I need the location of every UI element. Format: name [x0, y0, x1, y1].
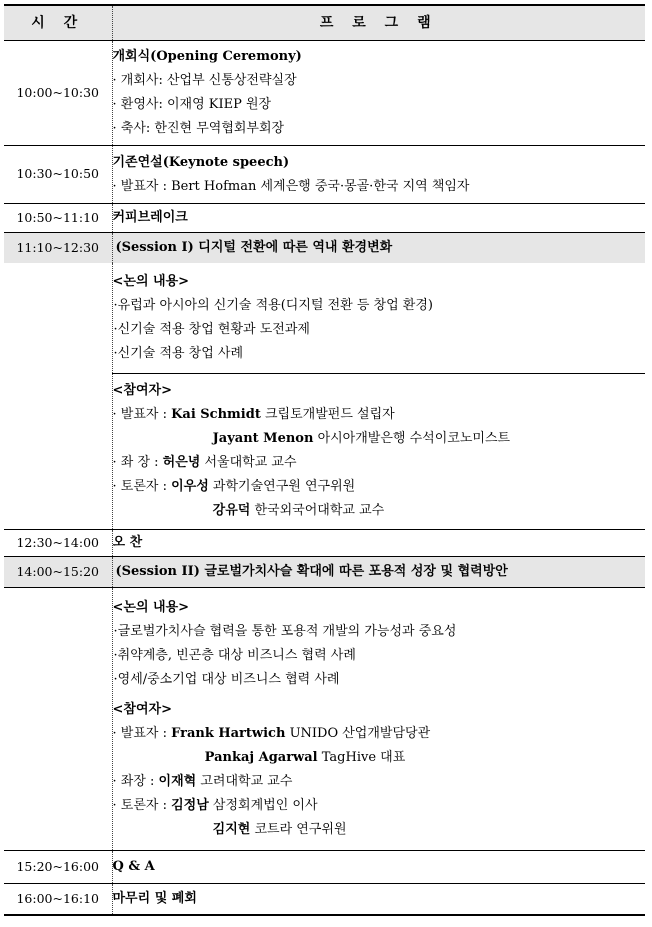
participant-line: [113, 451, 646, 475]
participants-heading: <참여자>: [112, 702, 172, 717]
session-title: 오 찬: [112, 535, 143, 550]
participant-line: [113, 722, 646, 746]
list-item: · 축사: 한진현 무역협회부회장: [112, 121, 285, 136]
list-item: ·영세/중소기업 대상 비즈니스 협력 사례: [113, 672, 340, 687]
list-item: ·유럽과 아시아의 신기술 적용(디지털 전환 등 창업 환경): [113, 297, 433, 313]
list-item: ·신기술 적용 창업 현황과 도전과제: [113, 321, 310, 337]
program-cell: [112, 851, 645, 884]
participant-desc: 삼정회계법인 이사: [212, 798, 318, 813]
participant-desc: 아시아개발은행 수석이코노미스트: [317, 431, 511, 447]
participant-line: [113, 475, 646, 499]
program-cell: [112, 263, 645, 373]
session-title: 개회식(Opening Ceremony): [112, 49, 302, 64]
time-column-header: 시 간: [4, 5, 112, 41]
participant-name: 허은녕: [162, 455, 201, 471]
session-title: Q & A: [112, 859, 155, 874]
session-title: 마무리 및 폐회: [112, 891, 197, 906]
presenter-label: · 발표자 :: [112, 407, 167, 423]
participants-heading: <참여자>: [112, 383, 172, 399]
table-row: [4, 588, 645, 851]
chair-label: · 좌장 :: [112, 774, 155, 789]
participant-desc: UNIDO 산업개발담당관: [289, 726, 431, 741]
table-row: [4, 530, 645, 557]
session-title: 커피브레이크: [112, 210, 188, 225]
participant-line: [113, 794, 646, 818]
participant-line: [113, 427, 646, 451]
table-row: [4, 41, 645, 146]
table-row: [4, 851, 645, 884]
table-header-row: [4, 5, 645, 41]
participant-name: Frank Hartwich: [171, 726, 286, 741]
participant-desc: 코트라 연구위원: [254, 822, 347, 837]
presenter-label: · 발표자 :: [112, 726, 167, 741]
participant-line: [113, 818, 646, 842]
program-schedule: [4, 4, 645, 916]
discussant-label: · 토론자 :: [112, 479, 167, 495]
program-cell: [112, 41, 645, 146]
participant-desc: 과학기술연구원 연구위원: [212, 479, 356, 495]
participant-line: [113, 770, 646, 794]
table-row: [4, 263, 645, 373]
participant-line: [113, 746, 646, 770]
time-cell: 14:00~15:20: [4, 557, 112, 588]
discussion-heading: <논의 내용>: [112, 600, 190, 615]
session-title: (Session I) 디지털 전환에 따른 역내 환경변화: [115, 240, 393, 255]
list-item: · 개회사: 산업부 신통상전략실장: [112, 73, 297, 88]
program-cell: [112, 557, 645, 588]
participant-name: 김지현: [212, 822, 251, 837]
table-row: [4, 204, 645, 233]
schedule-table: [4, 4, 645, 916]
time-cell: 11:10~12:30: [4, 233, 112, 264]
empty-time-cell: [4, 263, 112, 373]
program-cell: [112, 588, 645, 851]
time-cell: 10:30~10:50: [4, 146, 112, 204]
participant-name: 이우성: [171, 479, 209, 495]
participant-name: Pankaj Agarwal: [204, 750, 318, 765]
session-header-row: [4, 557, 645, 588]
session-title: 기존연설(Keynote speech): [112, 154, 290, 170]
program-cell: [112, 884, 645, 916]
participant-desc: 크립토개발펀드 설립자: [264, 407, 395, 423]
empty-time-cell: [4, 373, 112, 530]
participant-desc: 고려대학교 교수: [200, 774, 293, 789]
participant-name: 이재혁: [158, 774, 197, 789]
participant-line: [113, 499, 646, 523]
participant-line: [113, 403, 646, 427]
participant-name: 김정남: [171, 798, 209, 813]
table-row: [4, 884, 645, 916]
program-cell: [112, 204, 645, 233]
time-cell: 10:50~11:10: [4, 204, 112, 233]
program-cell: [112, 146, 645, 204]
list-item: ·취약계층, 빈곤층 대상 비즈니스 협력 사례: [113, 648, 356, 663]
session-title: (Session II) 글로벌가치사슬 확대에 따른 포용적 성장 및 협력방안: [115, 564, 508, 579]
time-cell: 12:30~14:00: [4, 530, 112, 557]
time-cell: 10:00~10:30: [4, 41, 112, 146]
list-item: ·신기술 적용 창업 사례: [113, 345, 244, 361]
empty-time-cell: [4, 588, 112, 851]
discussion-heading: <논의 내용>: [112, 273, 190, 289]
participant-name: 강유덕: [212, 503, 251, 519]
time-cell: 15:20~16:00: [4, 851, 112, 884]
program-cell: [112, 530, 645, 557]
session-header-row: [4, 233, 645, 264]
participant-desc: TagHive 대표: [321, 750, 406, 765]
discussant-label: · 토론자 :: [112, 798, 167, 813]
participant-desc: 한국외국어대학교 교수: [254, 503, 385, 519]
table-row: [4, 373, 645, 530]
list-item: ·글로벌가치사슬 협력을 통한 포용적 개발의 가능성과 중요성: [113, 624, 457, 639]
list-item: · 발표자 : Bert Hofman 세계은행 중국·몽골·한국 지역 책임자: [112, 178, 470, 194]
participant-name: Jayant Menon: [212, 431, 314, 447]
time-cell: 16:00~16:10: [4, 884, 112, 916]
program-cell: [112, 233, 645, 264]
participant-name: Kai Schmidt: [171, 407, 261, 423]
list-item: · 환영사: 이재영 KIEP 원장: [112, 97, 272, 112]
table-row: [4, 146, 645, 204]
chair-label: · 좌 장 :: [112, 455, 159, 471]
program-column-header: 프 로 그 램: [112, 5, 645, 41]
program-cell: [112, 373, 645, 530]
participant-desc: 서울대학교 교수: [204, 455, 297, 471]
